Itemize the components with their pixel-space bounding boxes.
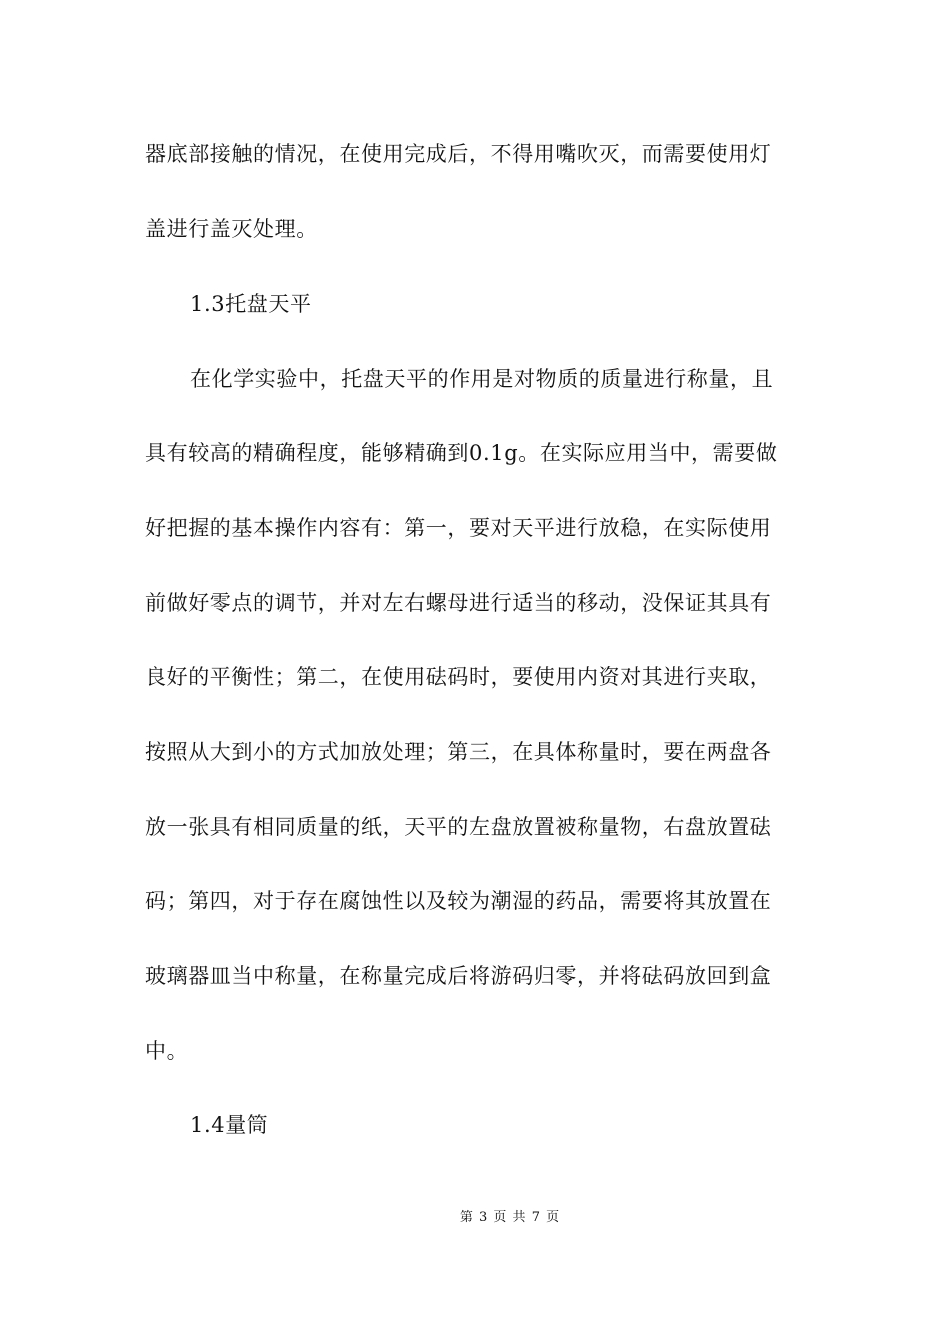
body-text-line: 前做好零点的调节，并对左右螺母进行适当的移动，没保证其具有: [145, 591, 772, 615]
body-text-line: 按照从大到小的方式加放处理；第三，在具体称量时，要在两盘各: [145, 740, 772, 764]
body-text-line: 盖进行盖灭处理。: [145, 217, 318, 241]
page-footer: 第 3 页 共 7 页: [459, 1210, 561, 1225]
body-text-line: 中。: [145, 1039, 189, 1063]
body-text-line: 放一张具有相同质量的纸，天平的左盘放置被称量物，右盘放置砝: [145, 815, 772, 839]
body-text-line: 好把握的基本操作内容有：第一，要对天平进行放稳，在实际使用: [145, 516, 772, 540]
body-text-line: 玻璃器皿当中称量，在称量完成后将游码归零，并将砝码放回到盒: [145, 964, 772, 988]
section-heading-1-4: 1.4量筒: [190, 1113, 269, 1137]
body-text-line: 良好的平衡性；第二，在使用砝码时，要使用内资对其进行夹取，: [145, 665, 772, 689]
section-heading-1-3: 1.3托盘天平: [190, 292, 312, 316]
body-text-line: 具有较高的精确程度，能够精确到0.1g。在实际应用当中，需要做: [145, 441, 778, 465]
body-text-line: 器底部接触的情况，在使用完成后，不得用嘴吹灭，而需要使用灯: [145, 142, 772, 166]
body-text-line: 在化学实验中，托盘天平的作用是对物质的质量进行称量，且: [190, 367, 774, 391]
body-text-line: 码；第四，对于存在腐蚀性以及较为潮湿的药品，需要将其放置在: [145, 889, 772, 913]
